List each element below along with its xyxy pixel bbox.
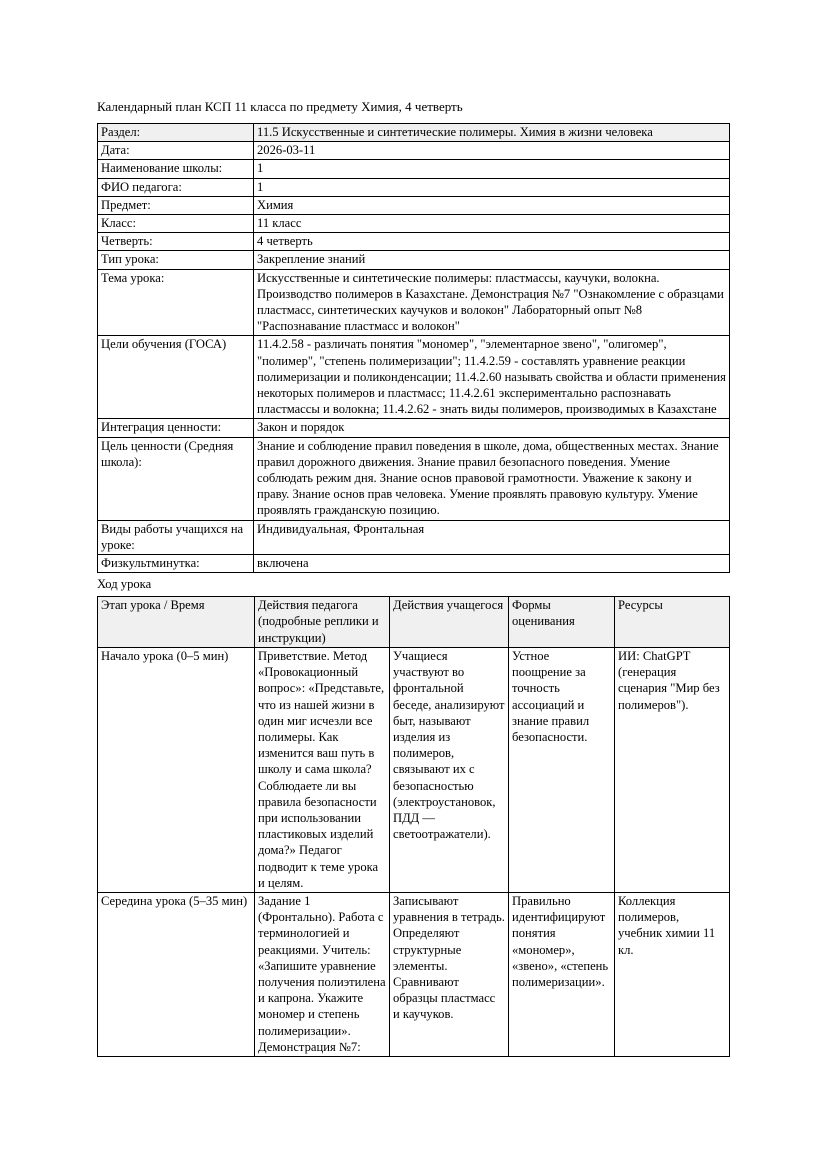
info-value-cell: включена [254,555,730,573]
info-label-cell: Тема урока: [98,269,254,336]
resources-cell: Коллекция полимеров, учебник химии 11 кл. [615,892,730,1056]
student-actions-cell: Записывают уравнения в тетрадь. Определяют структурные элементы. Сравнивают образцы пластмасс и каучуков. [390,892,509,1056]
lesson-info-table [97,123,730,573]
info-value-cell: 2026-03-11 [254,142,730,160]
document-page [97,99,729,1057]
info-value-cell: Закрепление знаний [254,251,730,269]
table-row [98,336,730,419]
student-actions-cell: Учащиеся участвуют во фронтальной беседе, анализируют быт, называют изделия из полимеров, связывают их с безопасностью (электроустановок, ПДД — светоотражатели). [390,647,509,892]
stage-cell: Начало урока (0–5 мин) [98,647,255,892]
table-header-row [98,597,730,648]
header-cell-teacher-actions: Действия педагога (подробные реплики и инструкции) [255,597,390,648]
resources-cell: ИИ: ChatGPT (генерация сценария "Мир без полимеров"). [615,647,730,892]
table-row [98,215,730,233]
table-row [98,555,730,573]
header-cell-stage: Этап урока / Время [98,597,255,648]
info-label-cell: Физкультминутка: [98,555,254,573]
info-value-cell: 1 [254,178,730,196]
table-row [98,160,730,178]
info-label-cell: Цель ценности (Средняя школа): [98,437,254,520]
info-label-cell: Интеграция ценности: [98,419,254,437]
info-value-cell: Закон и порядок [254,419,730,437]
lesson-flow-table [97,596,730,1057]
table-row [98,437,730,520]
table-row [98,269,730,336]
info-label-cell: Предмет: [98,196,254,214]
info-value-cell: Индивидуальная, Фронтальная [254,520,730,554]
info-label-cell: Класс: [98,215,254,233]
stage-cell: Середина урока (5–35 мин) [98,892,255,1056]
info-value-cell: 11.4.2.58 - различать понятия "мономер", "элементарное звено", "олигомер", "полимер", "степень полимеризации"; 11.4.2.59 - составлять уравнение реакции полимеризации и поликонденсации; 11.4.2.60 называть свойства и области применения некоторых полимеров и пластмасс; 11.4.2.61 экспериментально распознавать пластмассы и волокна; 11.4.2.62 - знать виды полимеров, производимых в Казахстане [254,336,730,419]
info-label-cell: Дата: [98,142,254,160]
table-row [98,419,730,437]
table-row [98,142,730,160]
info-label-cell: ФИО педагога: [98,178,254,196]
teacher-actions-cell: Задание 1 (Фронтально). Работа с терминологией и реакциями. Учитель: «Запишите уравнение получения полиэтилена и капрона. Укажите мономер и степень полимеризации». Демонстрация №7: [255,892,390,1056]
info-label-cell: Виды работы учащихся на уроке: [98,520,254,554]
table-row [98,251,730,269]
info-label-cell: Тип урока: [98,251,254,269]
header-cell-assessment: Формы оценивания [509,597,615,648]
page-title: Календарный план КСП 11 класса по предмету Химия, 4 четверть [97,99,463,114]
table-row [98,892,730,1056]
info-label-cell: Цели обучения (ГОСА) [98,336,254,419]
info-label-cell: Наименование школы: [98,160,254,178]
info-value-cell: 11 класс [254,215,730,233]
info-value-cell: 4 четверть [254,233,730,251]
table-row [98,520,730,554]
assessment-cell: Правильно идентифицируют понятия «мономер», «звено», «степень полимеризации». [509,892,615,1056]
info-value-cell: Искусственные и синтетические полимеры: пластмассы, каучуки, волокна. Производство полимеров в Казахстане. Демонстрация №7 "Ознакомление с образцами пластмасс, синтетических каучуков и волокон" Лабораторный опыт №8 "Распознавание пластмасс и волокон" [254,269,730,336]
info-value-cell: Химия [254,196,730,214]
table-row [98,124,730,142]
info-value-cell: 1 [254,160,730,178]
assessment-cell: Устное поощрение за точность ассоциаций и знание правил безопасности. [509,647,615,892]
table-row [98,233,730,251]
header-cell-student-actions: Действия учащегося [390,597,509,648]
lesson-flow-heading: Ход урока [97,577,152,592]
info-value-cell: 11.5 Искусственные и синтетические полимеры. Химия в жизни человека [254,124,730,142]
table-row [98,647,730,892]
teacher-actions-cell: Приветствие. Метод «Провокационный вопрос»: «Представьте, что из нашей жизни в один миг исчезли все полимеры. Как изменится ваш путь в школу и сама школа? Соблюдаете ли вы правила безопасности при использовании пластиковых изделий дома?» Педагог подводит к теме урока и целям. [255,647,390,892]
info-value-cell: Знание и соблюдение правил поведения в школе, дома, общественных местах. Знание правил дорожного движения. Знание правил безопасного поведения. Умение соблюдать режим дня. Знание основ правовой грамотности. Уважение к закону и праву. Знание основ прав человека. Умение проявлять правовую культуру. Умение проявлять гражданскую позицию. [254,437,730,520]
info-label-cell: Раздел: [98,124,254,142]
header-cell-resources: Ресурсы [615,597,730,648]
info-label-cell: Четверть: [98,233,254,251]
table-row [98,178,730,196]
table-row [98,196,730,214]
